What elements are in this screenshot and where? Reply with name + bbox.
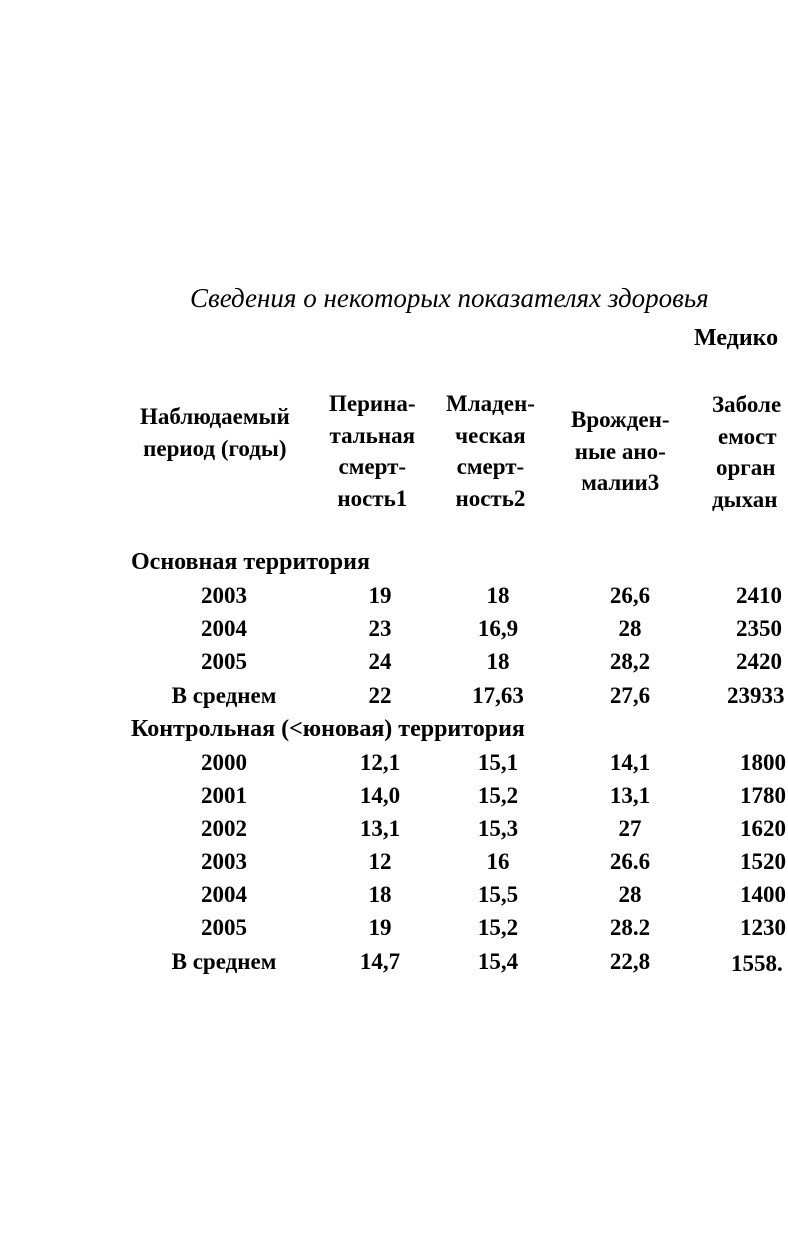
header-respiratory-morbidity — [712, 389, 781, 515]
cell-infant: 18 — [486, 583, 510, 608]
cell-perinatal: 12,1 — [359, 750, 401, 775]
cell-infant: 16,9 — [477, 616, 519, 641]
document-title: Сведения о некоторых показателях здоровья — [190, 283, 709, 313]
header-infant-line-2: ческая — [455, 422, 526, 448]
cell-infant: 15,2 — [477, 915, 519, 940]
cell-perinatal: 14,0 — [359, 783, 401, 808]
cell-anomalies: 26.6 — [609, 849, 651, 874]
header-period-line-1: Наблюдаемый — [140, 404, 290, 429]
cell-respiratory: 1558. — [731, 951, 783, 976]
cell-perinatal: 22 — [368, 683, 392, 708]
cell-infant: 15,2 — [477, 783, 519, 808]
header-anomalies-line-3: малии3 — [581, 470, 660, 495]
header-infant-line-3: смерт- — [456, 454, 525, 479]
cell-anomalies: 27 — [618, 816, 642, 841]
cell-infant: 15,1 — [477, 750, 519, 775]
cell-respiratory: 1230 — [740, 915, 786, 940]
header-respiratory-line-3: орган — [716, 455, 776, 480]
cell-period: 2004 — [201, 882, 247, 907]
header-anomalies-line-2: ные ано- — [574, 438, 666, 464]
section-label-control-territory: Контрольная (<юновая) территория — [131, 716, 525, 742]
cell-period: 2001 — [201, 783, 247, 808]
cell-period: 2005 — [201, 915, 247, 940]
cell-period: 2004 — [201, 616, 247, 641]
cell-period: 2002 — [201, 816, 247, 841]
cell-anomalies: 13,1 — [609, 783, 651, 808]
cell-infant: 15,5 — [477, 882, 519, 907]
cell-perinatal: 14,7 — [359, 949, 401, 974]
document-subtitle: Медико — [694, 325, 779, 351]
cell-perinatal: 13,1 — [359, 816, 401, 841]
cell-period: В среднем — [171, 949, 277, 974]
cell-perinatal: 12 — [368, 849, 392, 874]
header-infant-line-1: Младен- — [446, 391, 535, 416]
cell-respiratory: 1520 — [740, 849, 786, 874]
cell-anomalies: 26,6 — [609, 583, 651, 608]
cell-respiratory: 1800 — [740, 750, 786, 775]
header-period-line-2: период (годы) — [143, 435, 287, 461]
cell-anomalies: 28 — [618, 882, 642, 907]
cell-anomalies: 28.2 — [609, 915, 651, 940]
cell-period: 2003 — [201, 583, 247, 608]
cell-anomalies: 28,2 — [609, 649, 651, 674]
cell-anomalies: 27,6 — [609, 683, 651, 708]
cell-respiratory: 1620 — [740, 816, 786, 841]
header-congenital-anomalies — [571, 404, 670, 499]
header-infant-line-4: ность2 — [455, 485, 526, 511]
header-respiratory-line-1: Заболе — [712, 392, 782, 417]
cell-perinatal: 18 — [368, 882, 392, 907]
cell-anomalies: 22,8 — [609, 949, 651, 974]
cell-respiratory: 2350 — [736, 616, 782, 641]
cell-period: 2005 — [201, 649, 247, 674]
header-perinatal-mortality — [329, 388, 416, 514]
cell-infant: 15,3 — [477, 816, 519, 841]
cell-respiratory: 2420 — [736, 649, 782, 674]
cell-period: В среднем — [171, 683, 277, 708]
header-period — [140, 401, 290, 464]
cell-infant: 16 — [486, 849, 510, 874]
cell-perinatal: 19 — [368, 583, 392, 608]
header-perinatal-line-4: ность1 — [337, 485, 408, 511]
header-respiratory-line-2: емост — [718, 423, 777, 449]
cell-period: 2000 — [201, 750, 247, 775]
section-label-main-territory: Основная территория — [131, 549, 370, 575]
cell-perinatal: 24 — [368, 649, 392, 674]
cell-infant: 15,4 — [477, 949, 519, 974]
header-respiratory-line-4: дыхан — [712, 486, 778, 512]
header-infant-mortality — [446, 388, 535, 514]
cell-respiratory: 1780 — [740, 783, 786, 808]
header-anomalies-line-1: Врожден- — [571, 407, 670, 432]
cell-infant: 18 — [486, 649, 510, 674]
cell-anomalies: 14,1 — [609, 750, 651, 775]
cell-respiratory: 23933 — [727, 683, 785, 708]
cell-period: 2003 — [201, 849, 247, 874]
cell-perinatal: 19 — [368, 915, 392, 940]
cell-infant: 17,63 — [472, 683, 524, 708]
cell-respiratory: 1400 — [740, 882, 786, 907]
cell-respiratory: 2410 — [736, 583, 782, 608]
header-perinatal-line-1: Перина- — [329, 391, 416, 416]
header-perinatal-line-2: тальная — [329, 422, 416, 448]
cell-anomalies: 28 — [618, 616, 642, 641]
header-perinatal-line-3: смерт- — [338, 454, 407, 479]
cell-perinatal: 23 — [368, 616, 392, 641]
